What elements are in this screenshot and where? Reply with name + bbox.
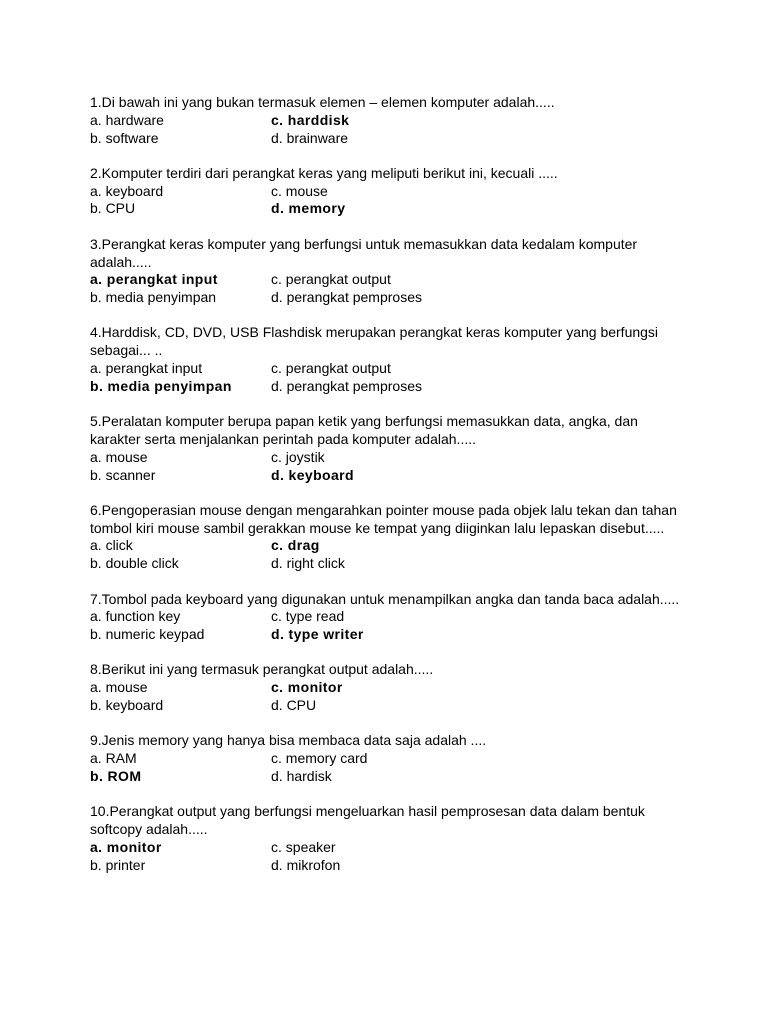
option-row: [90, 183, 690, 201]
question-block: [90, 732, 690, 785]
option-row: [90, 857, 690, 875]
answer-option: d. hardisk: [271, 767, 332, 784]
question-text: 4.Harddisk, CD, DVD, USB Flashdisk merupakan perangkat keras komputer yang berfungsi sebagai... ..: [90, 324, 659, 359]
answer-option: b. CPU: [90, 200, 136, 217]
answer-option-correct: b. ROM: [90, 767, 142, 784]
option-row: [90, 839, 690, 857]
answer-option-correct: a. perangkat input: [90, 271, 218, 288]
option-row: [90, 378, 690, 396]
option-row: [90, 130, 690, 148]
answer-option: b. printer: [90, 856, 146, 873]
answer-option-correct: d. memory: [271, 200, 346, 217]
option-row: [90, 697, 690, 715]
question-block: [90, 236, 690, 307]
question-text: 5.Peralatan komputer berupa papan ketik yang berfungsi memasukkan data, angka, dan karakter serta menjalankan perintah pada komputer adalah.....: [90, 413, 638, 447]
answer-option: d. CPU: [271, 697, 317, 714]
question-block: [90, 661, 690, 714]
question-block: [90, 502, 690, 573]
question-text: 9.Jenis memory yang hanya bisa membaca data saja adalah ....: [90, 732, 487, 749]
option-row: [90, 608, 690, 626]
answer-option: a. hardware: [90, 111, 164, 128]
answer-option: c. type read: [271, 608, 345, 625]
answer-option: d. perangkat pemproses: [271, 377, 422, 394]
answer-option: c. speaker: [271, 838, 336, 855]
option-row: [90, 768, 690, 786]
question-text: 3.Perangkat keras komputer yang berfungsi untuk memasukkan data kedalam komputer adalah.....: [90, 235, 638, 270]
answer-option-correct: b. media penyimpan: [90, 377, 232, 394]
answer-option: b. scanner: [90, 466, 156, 483]
option-row: [90, 626, 690, 644]
answer-option: a. click: [90, 537, 133, 554]
option-row: [90, 467, 690, 485]
answer-option: d. mikrofon: [271, 856, 341, 873]
answer-option: a. mouse: [90, 448, 148, 465]
answer-option: a. RAM: [90, 750, 137, 767]
question-block: [90, 591, 690, 644]
answer-option: b. software: [90, 129, 159, 146]
answer-option: c. mouse: [271, 182, 328, 199]
answer-option-correct: c. monitor: [271, 679, 343, 696]
option-row: [90, 537, 690, 555]
answer-option: a. function key: [90, 608, 181, 625]
answer-option: a. perangkat input: [90, 360, 203, 377]
question-block: [90, 324, 690, 395]
answer-option: d. brainware: [271, 129, 349, 146]
answer-option: b. numeric keypad: [90, 626, 205, 643]
option-row: [90, 750, 690, 768]
answer-option-correct: c. harddisk: [271, 111, 350, 128]
answer-option-correct: c. drag: [271, 537, 320, 554]
answer-option: b. media penyimpan: [90, 289, 217, 306]
answer-option: c. perangkat output: [271, 271, 391, 288]
answer-option: c. memory card: [271, 750, 368, 767]
question-text: 1.Di bawah ini yang bukan termasuk elemen – elemen komputer adalah.....: [90, 94, 555, 110]
option-row: [90, 112, 690, 130]
answer-option: b. keyboard: [90, 697, 164, 714]
option-row: [90, 679, 690, 697]
answer-option-correct: d. type writer: [271, 626, 364, 643]
option-row: [90, 200, 690, 218]
option-row: [90, 271, 690, 289]
question-text: 7.Tombol pada keyboard yang digunakan untuk menampilkan angka dan tanda baca adalah.....: [90, 590, 680, 607]
question-block: [90, 94, 690, 147]
question-text: 10.Perangkat output yang berfungsi mengeluarkan hasil pemprosesan data dalam bentuk softcopy adalah.....: [90, 803, 645, 837]
answer-option: d. perangkat pemproses: [271, 289, 422, 306]
option-row: [90, 555, 690, 573]
answer-option: b. double click: [90, 555, 179, 572]
quiz-document: [90, 94, 690, 892]
answer-option: a. keyboard: [90, 182, 164, 199]
answer-option: c. joystik: [271, 448, 325, 465]
question-block: [90, 803, 690, 874]
answer-option: d. right click: [271, 555, 345, 572]
question-text: 6.Pengoperasian mouse dengan mengarahkan pointer mouse pada objek lalu tekan dan tahan tombol kiri mouse sambil gerakkan mouse ke tempat yang diiginkan lalu lepaskan disebut.....: [90, 501, 677, 536]
answer-option-correct: a. monitor: [90, 838, 162, 855]
option-row: [90, 360, 690, 378]
answer-option: a. mouse: [90, 679, 148, 696]
option-row: [90, 449, 690, 467]
question-block: [90, 165, 690, 218]
question-block: [90, 413, 690, 484]
option-row: [90, 289, 690, 307]
answer-option-correct: d. keyboard: [271, 466, 354, 483]
question-text: 8.Berikut ini yang termasuk perangkat output adalah.....: [90, 661, 434, 678]
answer-option: c. perangkat output: [271, 360, 391, 377]
question-text: 2.Komputer terdiri dari perangkat keras yang meliputi berikut ini, kecuali .....: [90, 164, 558, 181]
